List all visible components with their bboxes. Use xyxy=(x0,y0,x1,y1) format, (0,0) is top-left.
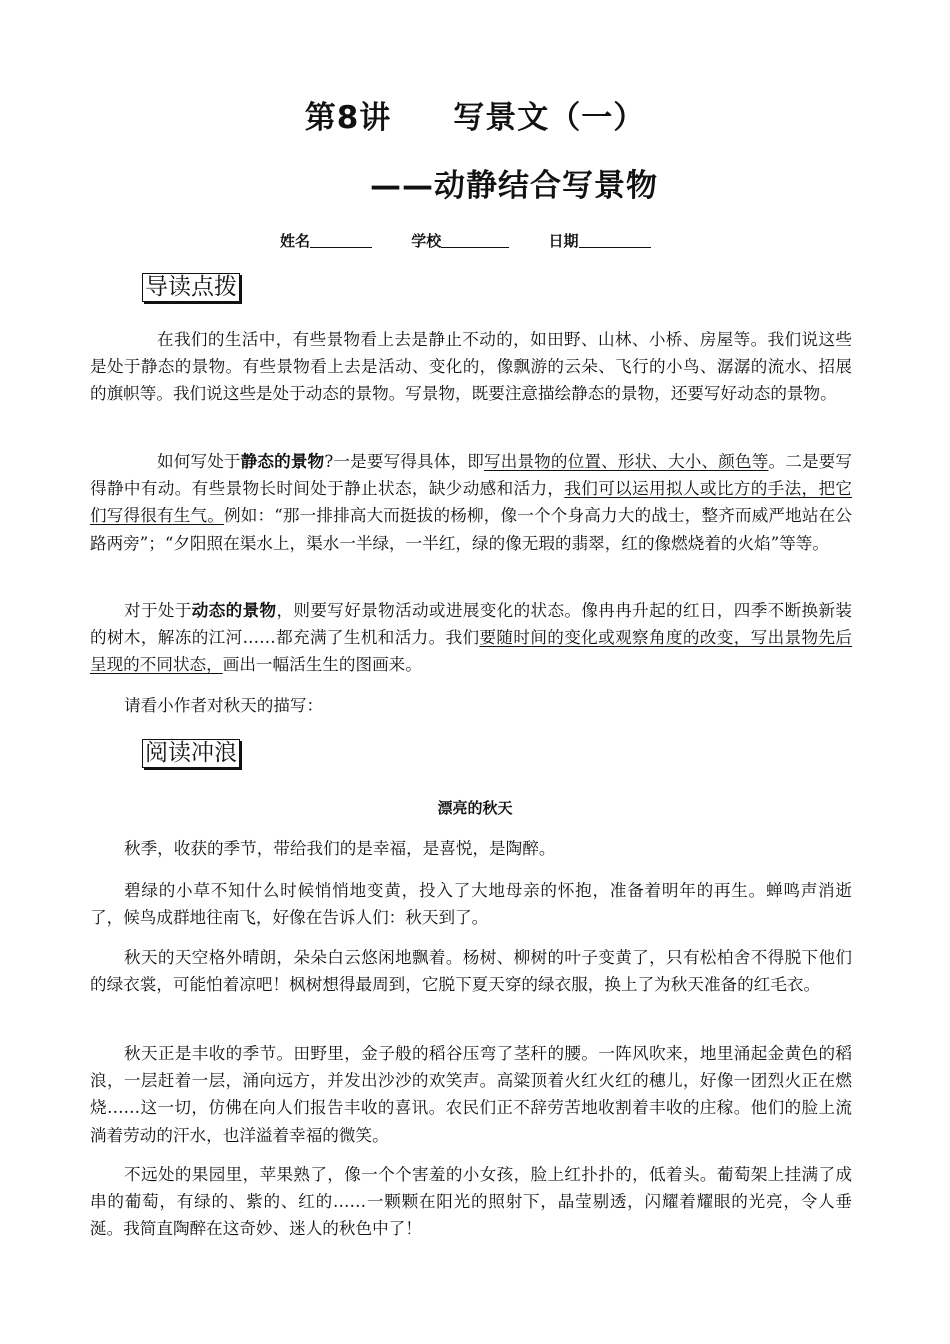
underlined-phrase: 我们可以运用拟人或比方的手法，把它们写得很有生气。 xyxy=(90,479,853,526)
guide-paragraph-3 xyxy=(90,597,852,679)
student-info-line xyxy=(280,230,685,251)
text-run: ，则要写好景物活动或进展变化的状态。像冉冉升起的红日，四季不断换新装的树木，解冻的江河……都充满了生机和活力。我们 xyxy=(90,601,853,648)
section-heading-guide: 导读点拨 xyxy=(142,273,240,302)
school-blank[interactable] xyxy=(441,233,509,248)
lecture-title xyxy=(0,92,950,137)
story-paragraph-1: 秋季，收获的季节，带给我们的是幸福，是喜悦，是陶醉。 xyxy=(124,839,556,858)
bold-term-static: 静态的景物 xyxy=(240,451,325,471)
guide-paragraph-4: 请看小作者对秋天的描写： xyxy=(124,696,324,715)
story-title: 漂亮的秋天 xyxy=(437,799,513,817)
story-paragraph-3: 秋天的天空格外晴朗，朵朵白云悠闲地飘着。杨树、柳树的叶子变黄了，只有松柏舍不得脱下他们的绿衣裳，可能怕着凉吧！枫树想得最周到，它脱下夏天穿的绿衣服，换上了为秋天准备的红毛衣。 xyxy=(90,948,852,995)
guide-paragraph-1: 在我们的生活中，有些景物看上去是静止不动的，如田野、山林、小桥、房屋等。我们说这些是处于静态的景物。有些景物看上去是活动、变化的，像飘游的云朵、飞行的小鸟、潺潺的流水、招展的旗帜等。我们说这些是处于动态的景物。写景物，既要注意描绘静态的景物，还要写好动态的景物。 xyxy=(90,330,852,404)
name-label: 姓名 xyxy=(280,232,311,250)
bold-term-dynamic: 动态的景物 xyxy=(191,600,277,620)
lecture-subtitle: ——动静结合写景物 xyxy=(370,168,658,204)
date-label: 日期 xyxy=(548,232,579,250)
text-run: 例如：“那一排排高大而挺拔的杨柳，像一个个身高力大的战士，整齐而威严地站在公路两旁”；“夕阳照在渠水上，渠水一半绿，一半红，绿的像无瑕的翡翠，红的像燃烧着的火焰”等等。 xyxy=(90,506,853,553)
text-run: 如何写处于 xyxy=(157,452,241,471)
text-run: 对于处于 xyxy=(124,601,192,620)
lecture-topic: 写景文（一） xyxy=(453,100,646,136)
text-run: 。二是要写得静中有动。有些景物长时间处于静止状态，缺少动感和活力， xyxy=(90,452,853,499)
underlined-phrase: 写出景物的位置、形状、大小、颜色等 xyxy=(484,452,769,471)
school-label: 学校 xyxy=(411,232,442,250)
lecture-number: 第8讲 xyxy=(304,100,392,136)
section-heading-reading: 阅读冲浪 xyxy=(142,739,240,768)
name-blank[interactable] xyxy=(310,233,372,248)
story-paragraph-4: 秋天正是丰收的季节。田野里，金子般的稻谷压弯了茎秆的腰。一阵风吹来，地里涌起金黄色的稻浪，一层赶着一层，涌向远方，并发出沙沙的欢笑声。高粱顶着火红火红的穗儿，好像一团烈火正在燃烧……这一切，仿佛在向人们报告丰收的喜讯。农民们正不辞劳苦地收割着丰收的庄稼。他们的脸上流淌着劳动的汗水，也洋溢着幸福的微笑。 xyxy=(90,1044,852,1145)
guide-paragraph-2 xyxy=(90,448,852,557)
date-blank[interactable] xyxy=(579,233,651,248)
underlined-phrase: 要随时间的变化或观察角度的改变，写出景物先后呈现的不同状态， xyxy=(90,628,853,675)
text-run: ?一是要写得具体，即 xyxy=(324,452,484,471)
story-paragraph-5: 不远处的果园里，苹果熟了，像一个个害羞的小女孩，脸上红扑扑的，低着头。葡萄架上挂满了成串的葡萄，有绿的、紫的、红的……一颗颗在阳光的照射下，晶莹剔透，闪耀着耀眼的光亮，令人垂涎。我简直陶醉在这奇妙、迷人的秋色中了！ xyxy=(90,1165,852,1239)
story-paragraph-2: 碧绿的小草不知什么时候悄悄地变黄，投入了大地母亲的怀抱，准备着明年的再生。蝉鸣声消逝了，候鸟成群地往南飞，好像在告诉人们：秋天到了。 xyxy=(90,881,852,928)
text-run: 画出一幅活生生的图画来。 xyxy=(222,655,422,675)
